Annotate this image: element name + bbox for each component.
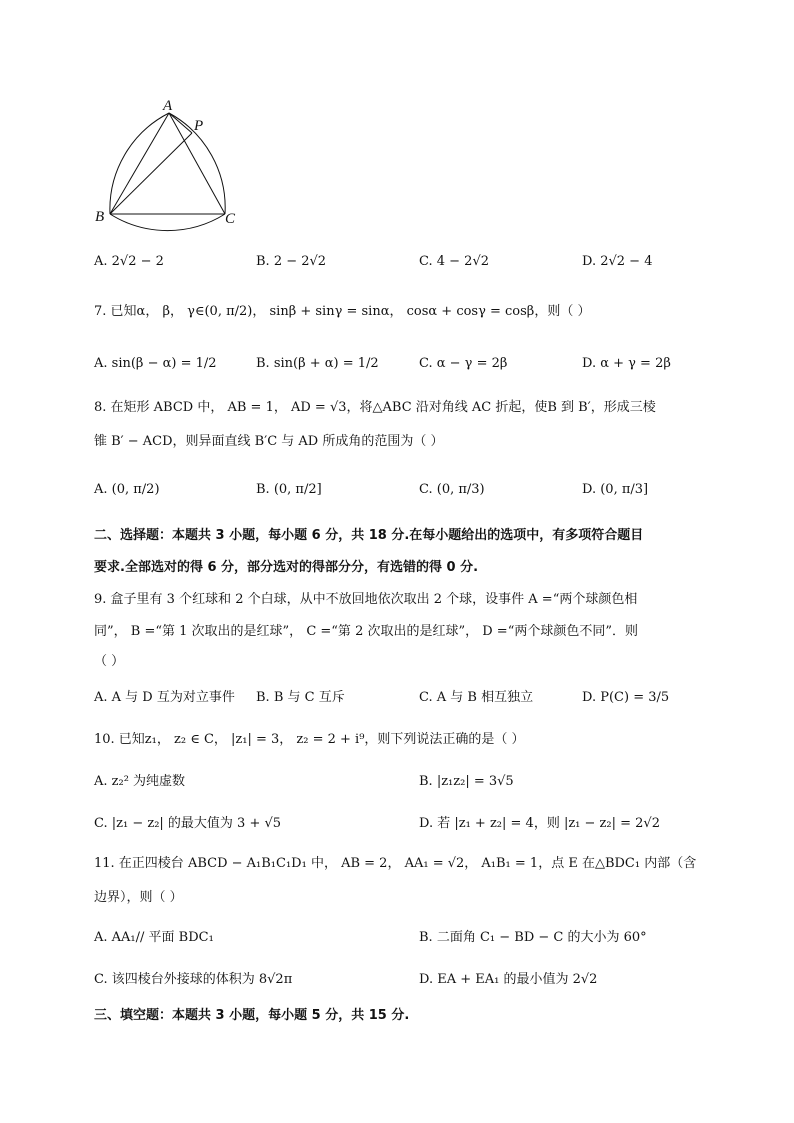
q9-line2: 同”， B =“第 1 次取出的是红球”， C =“第 2 次取出的是红球”， D =“两个球颜色不同”．则 — [94, 624, 638, 639]
q9-option-a: A. A 与 D 互为对立事件 — [94, 690, 235, 705]
q7-stem: 7. 已知α， β， γ∈(0, π/2)， sinβ + sinγ = sinα， cosα + cosγ = cosβ，则（ ） — [94, 304, 591, 319]
section2-heading-line2: 要求.全部选对的得 6 分，部分选对的得部分分，有选错的得 0 分. — [94, 560, 479, 575]
q8-option-d: D. (0, π/3] — [582, 482, 649, 497]
segment-ap — [169, 113, 192, 133]
q7-option-d: D. α + γ = 2β — [582, 356, 671, 371]
q7-option-b: B. sin(β + α) = 1/2 — [256, 356, 379, 371]
q8-option-b: B. (0, π/2] — [256, 482, 322, 497]
q8-line1: 8. 在矩形 ABCD 中， AB = 1， AD = √3，将△ABC 沿对角线 AC 折起，使B 到 B′，形成三棱 — [94, 400, 656, 415]
section2-heading-line1: 二、选择题：本题共 3 小题，每小题 6 分，共 18 分.在每小题给出的选项中，有多项符合题目 — [94, 528, 644, 543]
q11-option-a: A. AA₁// 平面 BDC₁ — [94, 930, 214, 945]
label-p: P — [194, 118, 204, 134]
q11-option-b: B. 二面角 C₁ − BD − C 的大小为 60° — [419, 930, 647, 945]
triangle-arc-figure — [85, 95, 255, 235]
q10-option-d: D. 若 |z₁ + z₂| = 4，则 |z₁ − z₂| = 2√2 — [419, 816, 660, 831]
q8-option-c: C. (0, π/3) — [419, 482, 485, 497]
q7-option-a: A. sin(β − α) = 1/2 — [94, 356, 217, 371]
q10-option-c: C. |z₁ − z₂| 的最大值为 3 + √5 — [94, 816, 282, 831]
label-c: C — [225, 211, 236, 227]
q11-line2: 边界），则（ ） — [94, 890, 183, 905]
q9-option-b: B. B 与 C 互斥 — [256, 690, 345, 705]
section3-heading: 三、填空题：本题共 3 小题，每小题 5 分，共 15 分. — [94, 1008, 410, 1023]
q10-option-b: B. |z₁z₂| = 3√5 — [419, 774, 514, 789]
q6-option-c: C. 4 − 2√2 — [419, 254, 490, 269]
q7-option-c: C. α − γ = 2β — [419, 356, 508, 371]
q9-option-c: C. A 与 B 相互独立 — [419, 690, 534, 705]
q10-stem: 10. 已知z₁， z₂ ∈ C， |z₁| = 3， z₂ = 2 + i⁹，则下列说法正确的是（ ） — [94, 732, 525, 747]
q6-option-d: D. 2√2 − 4 — [582, 254, 653, 269]
q9-option-d: D. P(C) = 3/5 — [582, 690, 670, 705]
q8-option-a: A. (0, π/2) — [94, 482, 160, 497]
q6-option-a: A. 2√2 − 2 — [94, 254, 164, 269]
q11-option-d: D. EA + EA₁ 的最小值为 2√2 — [419, 972, 598, 987]
q8-line2: 锥 B′ − ACD，则异面直线 B′C 与 AD 所成角的范围为（ ） — [94, 434, 444, 449]
q10-option-a: A. z₂² 为纯虚数 — [94, 774, 186, 789]
label-a: A — [163, 98, 173, 114]
label-b: B — [95, 209, 105, 225]
arc-bc — [110, 214, 225, 231]
q6-option-b: B. 2 − 2√2 — [256, 254, 327, 269]
segment-ab — [110, 113, 169, 214]
q9-line1: 9. 盒子里有 3 个红球和 2 个白球，从中不放回地依次取出 2 个球，设事件 A =“两个球颜色相 — [94, 592, 638, 607]
q9-line3: （ ） — [94, 654, 125, 669]
q11-option-c: C. 该四棱台外接球的体积为 8√2π — [94, 972, 293, 987]
segment-bp — [110, 133, 192, 214]
q11-line1: 11. 在正四棱台 ABCD − A₁B₁C₁D₁ 中， AB = 2， AA₁ = √2， A₁B₁ = 1，点 E 在△BDC₁ 内部（含 — [94, 856, 697, 871]
